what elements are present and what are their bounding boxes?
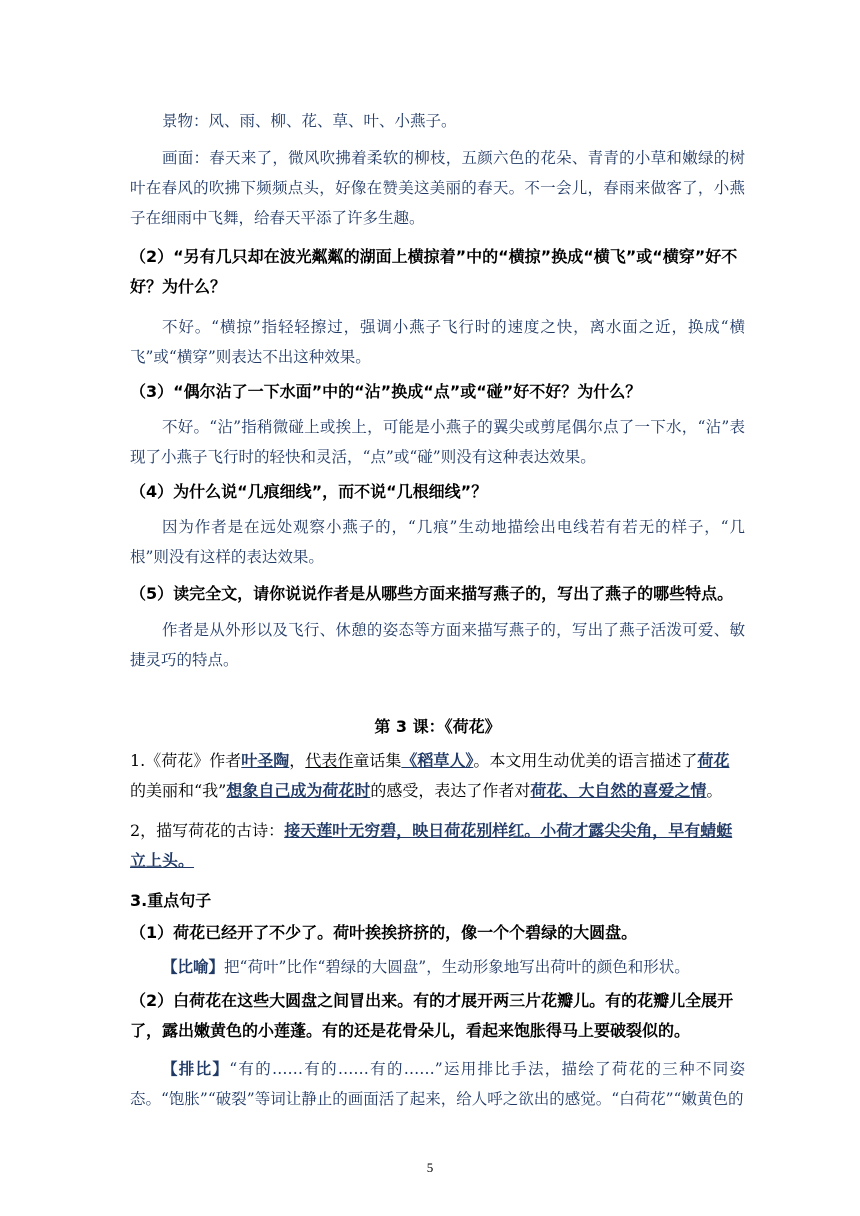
lotus-keyword: 荷花 (697, 751, 730, 770)
item1-text-3: 童话集 (353, 751, 402, 770)
answer-5: 作者是从外形以及飞行、休憩的姿态等方面来描写燕子的，写出了燕子活泼可爱、敏捷灵巧的特点。 (130, 621, 745, 669)
item1-text-7: 。 (706, 781, 723, 800)
question-3: （3）“偶尔沾了一下水面”中的“沾”换成“点”或“碰”好不好？为什么？ (130, 382, 642, 401)
question-5: （5）读完全文，请你说说作者是从哪些方面来描写燕子的，写出了燕子的哪些特点。 (130, 584, 734, 603)
metaphor-note: 把“荷叶”比作“碧绿的大圆盘”，生动形象地写出荷叶的颜色和形状。 (224, 958, 690, 976)
item1-text-4: 。本文用生动优美的语言描述了 (473, 751, 698, 770)
question-4: （4）为什么说“几痕细线”，而不说“几根细线”？ (130, 482, 488, 501)
answer-2: 不好。“横掠”指轻轻擦过，强调小燕子飞行时的速度之快，离水面之近，换成“横飞”或“横穿”则表达不出这种效果。 (130, 318, 745, 366)
key-sentences-title: 3.重点句子 (130, 891, 212, 910)
parallelism-tag: 【排比】 (162, 1060, 230, 1078)
author-name: 叶圣陶 (241, 751, 290, 770)
metaphor-tag: 【比喻】 (162, 958, 225, 976)
lesson-item-1 (130, 746, 745, 806)
picture-answer: 画面：春天来了，微风吹拂着柔软的柳枝，五颜六色的花朵、青青的小草和嫩绿的树叶在春风的吹拂下频频点头，好像在赞美这美丽的春天。不一会儿，春雨来做客了，小燕子在细雨中飞舞，给春天平添了许多生趣。 (130, 149, 745, 227)
answer-3: 不好。“沾”指稍微碰上或挨上，可能是小燕子的翼尖或剪尾偶尔点了一下水，“沾”表现了小燕子飞行时的轻快和灵活，“点”或“碰”则没有这种表达效果。 (130, 418, 745, 466)
scenery-answer: 景物：风、雨、柳、花、草、叶、小燕子。 (162, 112, 457, 130)
item1-text-2: ， (289, 751, 306, 770)
love-keyword: 荷花、大自然的喜爱之情 (530, 781, 707, 800)
item2-text: 2，描写荷花的古诗： (130, 821, 285, 840)
ancient-poem: 接天莲叶无穷碧，映日荷花别样红。小荷才露尖尖角，早有蜻蜓立上头。 (130, 821, 733, 870)
key-sentence-2: （2）白荷花在这些大圆盘之间冒出来。有的才展开两三片花瓣儿。有的花瓣儿全展开了，露出嫩黄色的小莲蓬。有的还是花骨朵儿，看起来饱胀得马上要破裂似的。 (130, 991, 734, 1040)
lesson-title: 第 3 课：《荷花》 (374, 717, 501, 736)
sentence-2-note (130, 1054, 745, 1114)
item1-text-6: 的感受，表达了作者对 (370, 781, 531, 800)
page-number: 5 (426, 1160, 434, 1175)
sentence-1-note (130, 952, 745, 982)
parallelism-note: “有的……有的……有的……”运用排比手法，描绘了荷花的三种不同姿态。“饱胀”“破裂”等词让静止的画面活了起来，给人呼之欲出的感觉。“白荷花”“嫩黄色的 (130, 1060, 745, 1108)
item1-text-1: 1.《荷花》作者 (130, 751, 242, 770)
answer-4: 因为作者是在远处观察小燕子的，“几痕”生动地描绘出电线若有若无的样子，“几根”则没有这样的表达效果。 (130, 518, 745, 566)
work-title: 《稻草人》 (401, 751, 474, 770)
key-sentence-1: （1）荷花已经开了不少了。荷叶挨挨挤挤的，像一个个碧绿的大圆盘。 (130, 923, 638, 942)
question-2: （2）“另有几只却在波光粼粼的湖面上横掠着”中的“横掠”换成“横飞”或“横穿”好不好？为什么？ (130, 247, 738, 296)
imagine-keyword: 想象自己成为荷花时 (226, 781, 371, 800)
representative-work-label: 代表作 (305, 751, 354, 770)
item1-text-5: 的美丽和“我” (130, 781, 227, 800)
lesson-item-2 (130, 816, 745, 876)
